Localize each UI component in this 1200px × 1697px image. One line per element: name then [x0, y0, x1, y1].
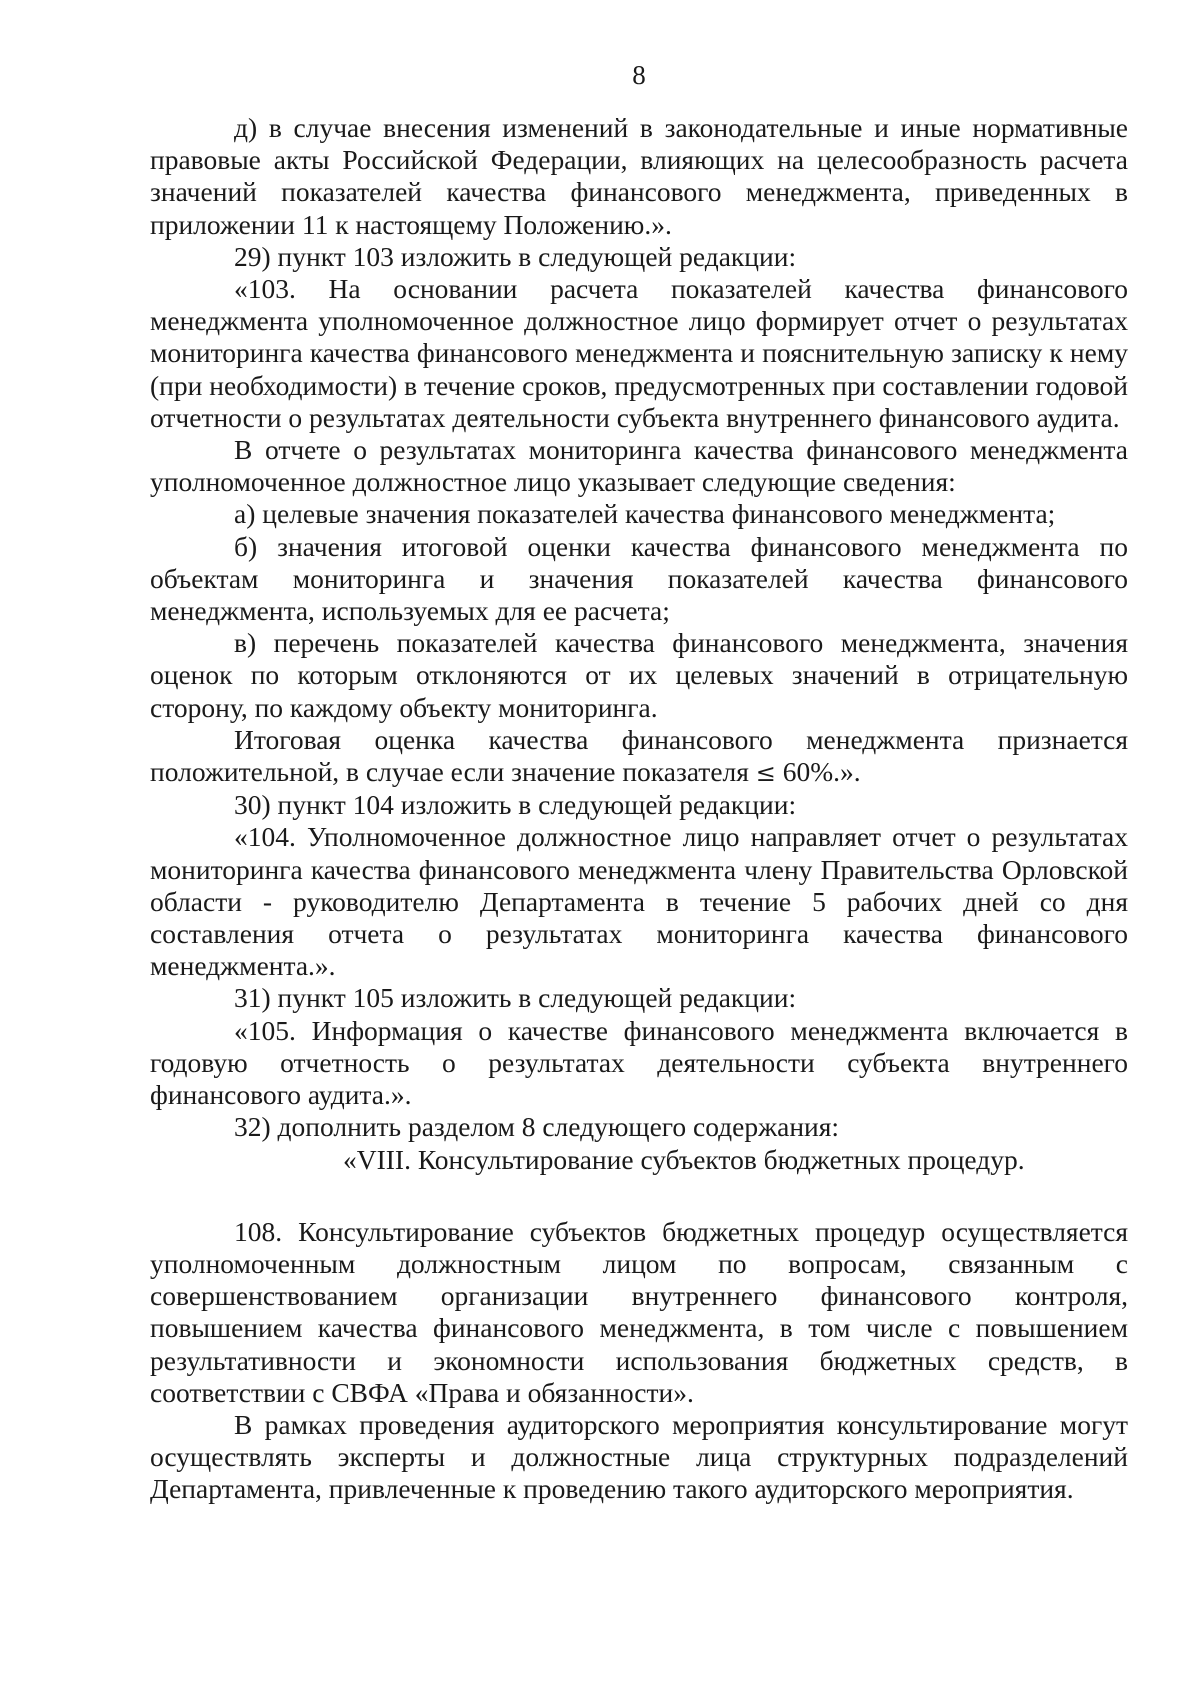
paragraph-audit-consulting: В рамках проведения аудиторского мероприятия консультирование могут осуществлять эксперты и должностные лица структурных подразделений Департамента, привлеченные к проведению такого аудиторского мероприятия.	[150, 1408, 1128, 1505]
paragraph-clause-103: «103. На основании расчета показателей качества финансового менеджмента уполномоченное должностное лицо формирует отчет о результатах мониторинга качества финансового менеджмента и пояснительную записку к нему (при необходимости) в течение сроков, предусмотренных при составлении годовой отчетности о результатах деятельности субъекта внутреннего финансового аудита.	[150, 273, 1128, 433]
paragraph-clause-105: «105. Информация о качестве финансового менеджмента включается в годовую отчетность о результатах деятельности субъекта внутреннего финансового аудита.».	[150, 1014, 1128, 1111]
paragraph-item-31: 31) пункт 105 изложить в следующей редакции:	[234, 982, 797, 1014]
paragraph-a-target-values: а) целевые значения показателей качества финансового менеджмента;	[234, 498, 1056, 530]
rating-text-after: 60%.».	[775, 756, 861, 788]
paragraph-item-29: 29) пункт 103 изложить в следующей редакции:	[234, 240, 797, 272]
paragraph-clause-108: 108. Консультирование субъектов бюджетных процедур осуществляется уполномоченным должностным лицом по вопросам, связанным с совершенствованием организации внутреннего финансового контроля, повышением качества финансового менеджмента, в том числе с повышением результативности и экономности использования бюджетных средств, в соответствии с СВФА «Права и обязанности».	[150, 1215, 1128, 1408]
paragraph-report-contents: В отчете о результатах мониторинга качества финансового менеджмента уполномоченное должностное лицо указывает следующие сведения:	[150, 434, 1128, 498]
paragraph-c-deviations: в) перечень показателей качества финансового менеджмента, значения оценок по которым отклоняются от их целевых значений в отрицательную сторону, по каждому объекту мониторинга.	[150, 627, 1128, 723]
paragraph-d-amendments: д) в случае внесения изменений в законодательные и иные нормативные правовые акты Российской Федерации, влияющих на целесообразность расчета значений показателей качества финансового менеджмента, приведенных в приложении 11 к настоящему Положению.».	[150, 112, 1128, 240]
paragraph-clause-104: «104. Уполномоченное должностное лицо направляет отчет о результатах мониторинга качества финансового менеджмента члену Правительства Орловской области - руководителю Департамента в течение 5 рабочих дней со дня составления отчета о результатах мониторинга качества финансового менеджмента.».	[150, 821, 1128, 982]
page-number: 8	[632, 60, 646, 90]
paragraph-final-rating	[150, 724, 1128, 789]
paragraph-item-30: 30) пункт 104 изложить в следующей редакции:	[234, 789, 797, 821]
document-page	[150, 58, 1128, 1506]
section-spacer	[150, 1176, 1128, 1216]
paragraph-b-final-rating: б) значения итоговой оценки качества финансового менеджмента по объектам мониторинга и значения показателей качества финансового менеджмента, используемых для ее расчета;	[150, 530, 1128, 627]
less-or-equal-symbol: ≤	[755, 759, 776, 788]
rating-text-before: Итоговая оценка качества финансового менеджмента признается положительной, в случае если значение показателя	[150, 723, 1128, 788]
section-heading: «VIII. Консультирование субъектов бюджетных процедур.	[343, 1143, 1025, 1175]
paragraph-item-32: 32) дополнить разделом 8 следующего содержания:	[234, 1111, 840, 1143]
